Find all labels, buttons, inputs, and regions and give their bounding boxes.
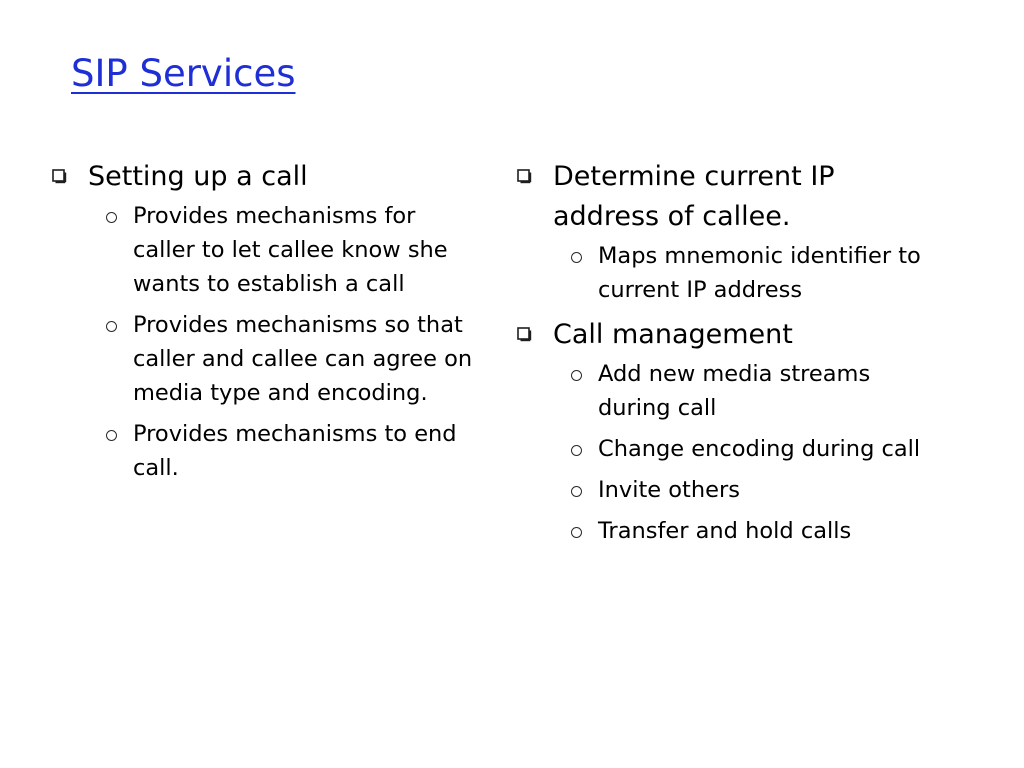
sub-bullet-text: Provides mechanisms so that caller and callee can agree on media type and encoding. bbox=[133, 312, 473, 406]
sub-bullet-text: Add new media streams during call bbox=[598, 361, 871, 421]
ring-bullet-icon bbox=[106, 212, 117, 223]
sub-bullet-item bbox=[515, 514, 945, 548]
sub-bullet-item bbox=[50, 417, 480, 485]
bullet-text: Setting up a call bbox=[88, 161, 308, 192]
left-column bbox=[50, 157, 480, 493]
sub-bullet-item bbox=[515, 473, 945, 507]
sub-bullet-text: Maps mnemonic identifier to current IP address bbox=[598, 243, 921, 303]
bullet-item bbox=[515, 157, 945, 237]
right-column bbox=[515, 157, 945, 556]
box-bullet-icon bbox=[517, 327, 532, 342]
sub-bullet-text: Provides mechanisms for caller to let callee know she wants to establish a call bbox=[133, 203, 448, 297]
sub-list bbox=[515, 357, 945, 548]
box-bullet-icon bbox=[517, 169, 532, 184]
sub-list bbox=[50, 199, 480, 485]
bullet-item bbox=[515, 315, 945, 355]
bullet-text: Determine current IP address of callee. bbox=[553, 161, 835, 232]
bullet-item bbox=[50, 157, 480, 197]
ring-bullet-icon bbox=[571, 445, 582, 456]
ring-bullet-icon bbox=[571, 370, 582, 381]
slide-title: SIP Services bbox=[71, 52, 296, 95]
sub-bullet-item bbox=[50, 308, 480, 410]
bullet-text: Call management bbox=[553, 319, 793, 350]
sub-list bbox=[515, 239, 945, 307]
ring-bullet-icon bbox=[106, 321, 117, 332]
ring-bullet-icon bbox=[571, 527, 582, 538]
sub-bullet-item bbox=[515, 239, 945, 307]
ring-bullet-icon bbox=[571, 252, 582, 263]
ring-bullet-icon bbox=[571, 486, 582, 497]
sub-bullet-text: Invite others bbox=[598, 477, 740, 503]
sub-bullet-item bbox=[515, 432, 945, 466]
sub-bullet-item bbox=[515, 357, 945, 425]
ring-bullet-icon bbox=[106, 430, 117, 441]
sub-bullet-text: Provides mechanisms to end call. bbox=[133, 421, 457, 481]
box-bullet-icon bbox=[52, 169, 67, 184]
sub-bullet-text: Change encoding during call bbox=[598, 436, 921, 462]
sub-bullet-item bbox=[50, 199, 480, 301]
sub-bullet-text: Transfer and hold calls bbox=[598, 518, 852, 544]
